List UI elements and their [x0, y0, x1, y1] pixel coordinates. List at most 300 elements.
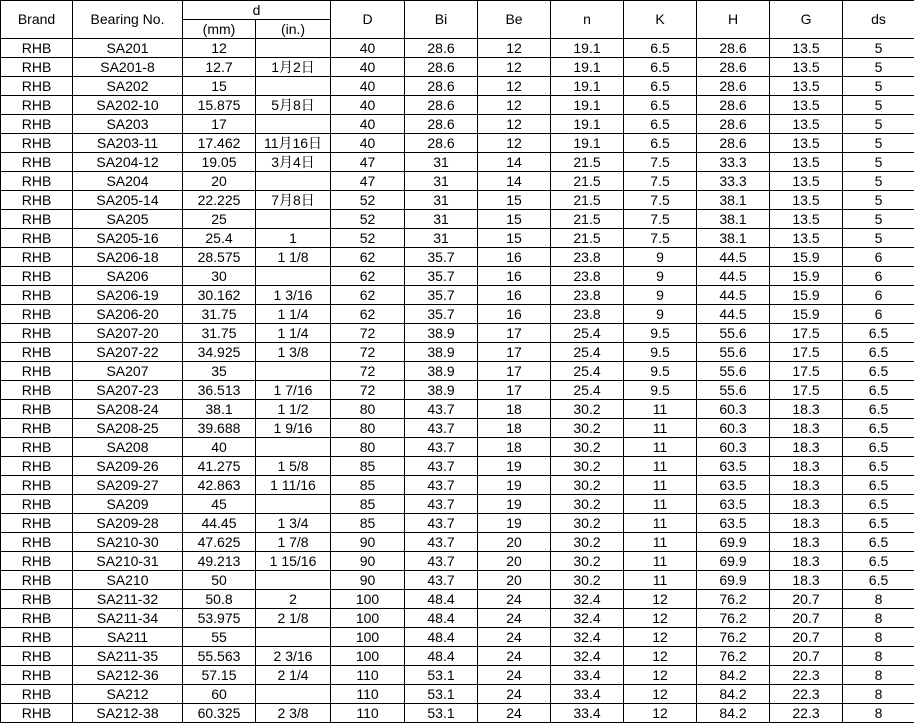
cell-ds: 6.5: [843, 343, 914, 362]
col-header-d-in: (in.): [256, 20, 331, 39]
table-row: [1, 324, 914, 343]
cell-D: 80: [331, 438, 405, 457]
cell-G: 13.5: [770, 96, 843, 115]
table-body: [1, 39, 914, 723]
cell-ds: 8: [843, 590, 914, 609]
cell-G: 13.5: [770, 229, 843, 248]
cell-n: 30.2: [551, 476, 624, 495]
cell-Be: 16: [478, 286, 551, 305]
cell-K: 9: [624, 305, 697, 324]
cell-bearing-no: SA204: [73, 172, 183, 191]
cell-K: 6.5: [624, 134, 697, 153]
cell-D: 40: [331, 134, 405, 153]
cell-Be: 20: [478, 552, 551, 571]
table-row: [1, 286, 914, 305]
cell-d-mm: 25: [183, 210, 256, 229]
cell-Bi: 48.4: [405, 628, 478, 647]
cell-n: 21.5: [551, 153, 624, 172]
cell-ds: 6.5: [843, 571, 914, 590]
cell-brand: RHB: [1, 628, 73, 647]
cell-bearing-no: SA211-35: [73, 647, 183, 666]
cell-K: 9.5: [624, 381, 697, 400]
cell-n: 33.4: [551, 704, 624, 723]
cell-Be: 24: [478, 590, 551, 609]
cell-H: 69.9: [697, 552, 770, 571]
cell-n: 32.4: [551, 628, 624, 647]
cell-Bi: 43.7: [405, 533, 478, 552]
cell-d-mm: 42.863: [183, 476, 256, 495]
cell-Bi: 43.7: [405, 552, 478, 571]
cell-d-in: 1 7/8: [256, 533, 331, 552]
cell-d-in: [256, 438, 331, 457]
cell-K: 12: [624, 704, 697, 723]
cell-K: 11: [624, 495, 697, 514]
cell-K: 11: [624, 438, 697, 457]
cell-H: 76.2: [697, 628, 770, 647]
cell-H: 28.6: [697, 58, 770, 77]
cell-ds: 6.5: [843, 419, 914, 438]
cell-d-in: [256, 628, 331, 647]
cell-ds: 6.5: [843, 438, 914, 457]
cell-ds: 5: [843, 153, 914, 172]
cell-K: 6.5: [624, 77, 697, 96]
cell-Bi: 35.7: [405, 248, 478, 267]
cell-d-mm: 30.162: [183, 286, 256, 305]
cell-d-in: 1 1/4: [256, 324, 331, 343]
cell-bearing-no: SA206-18: [73, 248, 183, 267]
table-row: [1, 191, 914, 210]
cell-n: 21.5: [551, 172, 624, 191]
cell-n: 25.4: [551, 362, 624, 381]
cell-G: 18.3: [770, 514, 843, 533]
cell-D: 52: [331, 191, 405, 210]
cell-Be: 16: [478, 267, 551, 286]
cell-D: 85: [331, 514, 405, 533]
cell-bearing-no: SA212-38: [73, 704, 183, 723]
cell-G: 18.3: [770, 476, 843, 495]
cell-Be: 12: [478, 58, 551, 77]
cell-G: 13.5: [770, 39, 843, 58]
cell-brand: RHB: [1, 552, 73, 571]
cell-ds: 5: [843, 58, 914, 77]
cell-brand: RHB: [1, 704, 73, 723]
cell-Be: 24: [478, 628, 551, 647]
cell-D: 47: [331, 153, 405, 172]
cell-bearing-no: SA203: [73, 115, 183, 134]
cell-Be: 18: [478, 419, 551, 438]
cell-H: 76.2: [697, 609, 770, 628]
cell-d-mm: 57.15: [183, 666, 256, 685]
cell-K: 11: [624, 533, 697, 552]
cell-ds: 5: [843, 172, 914, 191]
cell-K: 11: [624, 400, 697, 419]
cell-G: 18.3: [770, 552, 843, 571]
cell-G: 13.5: [770, 77, 843, 96]
cell-D: 47: [331, 172, 405, 191]
cell-d-in: [256, 77, 331, 96]
cell-brand: RHB: [1, 210, 73, 229]
cell-H: 63.5: [697, 495, 770, 514]
cell-brand: RHB: [1, 666, 73, 685]
cell-d-in: 2 1/8: [256, 609, 331, 628]
cell-D: 52: [331, 210, 405, 229]
cell-ds: 6.5: [843, 476, 914, 495]
header-row: [1, 1, 914, 20]
table-row: [1, 229, 914, 248]
cell-Be: 24: [478, 647, 551, 666]
cell-brand: RHB: [1, 172, 73, 191]
col-header-H: H: [697, 1, 770, 39]
cell-d-in: [256, 210, 331, 229]
cell-bearing-no: SA207-20: [73, 324, 183, 343]
cell-Bi: 35.7: [405, 286, 478, 305]
cell-Bi: 48.4: [405, 609, 478, 628]
cell-Bi: 28.6: [405, 115, 478, 134]
cell-brand: RHB: [1, 96, 73, 115]
cell-brand: RHB: [1, 476, 73, 495]
cell-Be: 12: [478, 115, 551, 134]
cell-H: 60.3: [697, 400, 770, 419]
cell-Be: 20: [478, 533, 551, 552]
col-header-D: D: [331, 1, 405, 39]
cell-Bi: 28.6: [405, 77, 478, 96]
cell-G: 20.7: [770, 628, 843, 647]
cell-H: 63.5: [697, 457, 770, 476]
cell-K: 11: [624, 552, 697, 571]
cell-K: 6.5: [624, 96, 697, 115]
cell-H: 44.5: [697, 305, 770, 324]
cell-H: 28.6: [697, 134, 770, 153]
table-row: [1, 495, 914, 514]
table-row: [1, 343, 914, 362]
cell-d-mm: 36.513: [183, 381, 256, 400]
cell-d-in: [256, 495, 331, 514]
cell-brand: RHB: [1, 324, 73, 343]
cell-G: 13.5: [770, 172, 843, 191]
cell-n: 19.1: [551, 115, 624, 134]
cell-bearing-no: SA202: [73, 77, 183, 96]
cell-Bi: 31: [405, 210, 478, 229]
cell-bearing-no: SA206-19: [73, 286, 183, 305]
cell-H: 38.1: [697, 191, 770, 210]
table-row: [1, 533, 914, 552]
col-header-G: G: [770, 1, 843, 39]
cell-bearing-no: SA202-10: [73, 96, 183, 115]
cell-Bi: 43.7: [405, 419, 478, 438]
cell-d-mm: 28.575: [183, 248, 256, 267]
cell-d-mm: 25.4: [183, 229, 256, 248]
cell-ds: 8: [843, 704, 914, 723]
cell-d-mm: 50.8: [183, 590, 256, 609]
cell-d-mm: 31.75: [183, 324, 256, 343]
cell-d-mm: 19.05: [183, 153, 256, 172]
cell-n: 19.1: [551, 39, 624, 58]
cell-d-mm: 12.7: [183, 58, 256, 77]
cell-D: 62: [331, 286, 405, 305]
cell-d-in: [256, 172, 331, 191]
cell-H: 44.5: [697, 267, 770, 286]
cell-n: 30.2: [551, 400, 624, 419]
cell-d-mm: 50: [183, 571, 256, 590]
cell-Be: 18: [478, 438, 551, 457]
table-row: [1, 571, 914, 590]
cell-d-in: 1 1/4: [256, 305, 331, 324]
cell-Be: 14: [478, 172, 551, 191]
cell-Be: 19: [478, 476, 551, 495]
cell-d-in: 1 9/16: [256, 419, 331, 438]
cell-d-in: 1 3/16: [256, 286, 331, 305]
table-row: [1, 210, 914, 229]
cell-d-in: 3月4日: [256, 153, 331, 172]
table-row: [1, 96, 914, 115]
cell-n: 30.2: [551, 571, 624, 590]
cell-ds: 5: [843, 96, 914, 115]
cell-Be: 24: [478, 685, 551, 704]
cell-n: 30.2: [551, 533, 624, 552]
cell-K: 12: [624, 685, 697, 704]
table-row: [1, 704, 914, 723]
cell-n: 19.1: [551, 96, 624, 115]
cell-Be: 17: [478, 381, 551, 400]
cell-Bi: 35.7: [405, 305, 478, 324]
cell-D: 110: [331, 666, 405, 685]
cell-n: 30.2: [551, 457, 624, 476]
cell-bearing-no: SA203-11: [73, 134, 183, 153]
cell-ds: 8: [843, 647, 914, 666]
table-row: [1, 362, 914, 381]
table-row: [1, 248, 914, 267]
cell-n: 19.1: [551, 134, 624, 153]
cell-K: 7.5: [624, 191, 697, 210]
cell-K: 11: [624, 571, 697, 590]
cell-n: 25.4: [551, 381, 624, 400]
cell-n: 23.8: [551, 248, 624, 267]
cell-brand: RHB: [1, 533, 73, 552]
cell-brand: RHB: [1, 381, 73, 400]
table-row: [1, 400, 914, 419]
table-row: [1, 552, 914, 571]
cell-G: 15.9: [770, 267, 843, 286]
cell-d-mm: 45: [183, 495, 256, 514]
cell-Be: 20: [478, 571, 551, 590]
cell-d-mm: 44.45: [183, 514, 256, 533]
cell-D: 80: [331, 419, 405, 438]
cell-ds: 5: [843, 115, 914, 134]
cell-bearing-no: SA212: [73, 685, 183, 704]
cell-brand: RHB: [1, 39, 73, 58]
cell-H: 28.6: [697, 39, 770, 58]
cell-Bi: 43.7: [405, 457, 478, 476]
cell-d-mm: 55.563: [183, 647, 256, 666]
table-row: [1, 419, 914, 438]
cell-D: 90: [331, 571, 405, 590]
cell-K: 9.5: [624, 362, 697, 381]
cell-G: 13.5: [770, 115, 843, 134]
cell-G: 15.9: [770, 305, 843, 324]
cell-D: 62: [331, 305, 405, 324]
cell-Bi: 53.1: [405, 666, 478, 685]
cell-n: 23.8: [551, 267, 624, 286]
cell-brand: RHB: [1, 115, 73, 134]
cell-d-in: 2 1/4: [256, 666, 331, 685]
cell-Be: 12: [478, 39, 551, 58]
table-row: [1, 514, 914, 533]
cell-K: 7.5: [624, 210, 697, 229]
cell-H: 76.2: [697, 590, 770, 609]
cell-K: 6.5: [624, 39, 697, 58]
cell-ds: 6.5: [843, 533, 914, 552]
cell-ds: 6.5: [843, 495, 914, 514]
cell-brand: RHB: [1, 267, 73, 286]
cell-K: 12: [624, 628, 697, 647]
cell-d-mm: 30: [183, 267, 256, 286]
cell-Be: 15: [478, 210, 551, 229]
cell-D: 52: [331, 229, 405, 248]
table-row: [1, 77, 914, 96]
cell-Bi: 38.9: [405, 381, 478, 400]
table-row: [1, 153, 914, 172]
cell-bearing-no: SA210-30: [73, 533, 183, 552]
cell-D: 72: [331, 343, 405, 362]
cell-ds: 6.5: [843, 381, 914, 400]
cell-D: 85: [331, 495, 405, 514]
cell-G: 17.5: [770, 343, 843, 362]
cell-G: 18.3: [770, 438, 843, 457]
cell-ds: 5: [843, 134, 914, 153]
cell-d-in: 1 3/8: [256, 343, 331, 362]
cell-bearing-no: SA206-20: [73, 305, 183, 324]
cell-ds: 6: [843, 286, 914, 305]
table-row: [1, 590, 914, 609]
cell-bearing-no: SA211: [73, 628, 183, 647]
cell-Bi: 43.7: [405, 571, 478, 590]
cell-G: 13.5: [770, 210, 843, 229]
cell-G: 13.5: [770, 134, 843, 153]
cell-H: 28.6: [697, 77, 770, 96]
cell-H: 38.1: [697, 210, 770, 229]
cell-brand: RHB: [1, 343, 73, 362]
cell-ds: 6: [843, 267, 914, 286]
cell-G: 18.3: [770, 571, 843, 590]
cell-H: 69.9: [697, 533, 770, 552]
cell-d-mm: 41.275: [183, 457, 256, 476]
cell-bearing-no: SA201: [73, 39, 183, 58]
col-header-d-mm: (mm): [183, 20, 256, 39]
table-row: [1, 666, 914, 685]
cell-K: 11: [624, 419, 697, 438]
table-row: [1, 58, 914, 77]
cell-Be: 12: [478, 134, 551, 153]
cell-n: 30.2: [551, 514, 624, 533]
cell-Bi: 48.4: [405, 647, 478, 666]
cell-brand: RHB: [1, 248, 73, 267]
cell-D: 110: [331, 685, 405, 704]
cell-D: 40: [331, 77, 405, 96]
cell-Bi: 43.7: [405, 476, 478, 495]
cell-H: 28.6: [697, 115, 770, 134]
cell-n: 25.4: [551, 324, 624, 343]
cell-Be: 18: [478, 400, 551, 419]
cell-d-mm: 40: [183, 438, 256, 457]
cell-bearing-no: SA210-31: [73, 552, 183, 571]
cell-d-in: [256, 115, 331, 134]
cell-bearing-no: SA204-12: [73, 153, 183, 172]
cell-K: 11: [624, 457, 697, 476]
cell-Bi: 31: [405, 172, 478, 191]
cell-K: 11: [624, 514, 697, 533]
cell-G: 17.5: [770, 324, 843, 343]
table-row: [1, 476, 914, 495]
cell-bearing-no: SA207-23: [73, 381, 183, 400]
cell-ds: 8: [843, 628, 914, 647]
cell-Bi: 48.4: [405, 590, 478, 609]
cell-Bi: 43.7: [405, 400, 478, 419]
cell-Be: 17: [478, 362, 551, 381]
cell-H: 84.2: [697, 666, 770, 685]
cell-Bi: 43.7: [405, 438, 478, 457]
cell-K: 7.5: [624, 153, 697, 172]
cell-brand: RHB: [1, 286, 73, 305]
cell-bearing-no: SA209-26: [73, 457, 183, 476]
cell-K: 12: [624, 666, 697, 685]
cell-H: 63.5: [697, 514, 770, 533]
cell-H: 44.5: [697, 286, 770, 305]
cell-d-in: 1月2日: [256, 58, 331, 77]
cell-bearing-no: SA205-16: [73, 229, 183, 248]
cell-K: 6.5: [624, 115, 697, 134]
cell-ds: 5: [843, 77, 914, 96]
cell-ds: 5: [843, 229, 914, 248]
cell-K: 12: [624, 609, 697, 628]
table-row: [1, 305, 914, 324]
cell-H: 63.5: [697, 476, 770, 495]
cell-ds: 6: [843, 305, 914, 324]
cell-bearing-no: SA208-25: [73, 419, 183, 438]
cell-Be: 24: [478, 704, 551, 723]
cell-H: 76.2: [697, 647, 770, 666]
cell-bearing-no: SA209-28: [73, 514, 183, 533]
table-row: [1, 267, 914, 286]
cell-ds: 6: [843, 248, 914, 267]
cell-D: 40: [331, 115, 405, 134]
cell-ds: 5: [843, 191, 914, 210]
cell-G: 18.3: [770, 495, 843, 514]
cell-Bi: 38.9: [405, 343, 478, 362]
cell-d-mm: 39.688: [183, 419, 256, 438]
cell-Bi: 31: [405, 229, 478, 248]
cell-ds: 8: [843, 685, 914, 704]
cell-K: 9: [624, 286, 697, 305]
cell-D: 62: [331, 248, 405, 267]
table-row: [1, 457, 914, 476]
cell-D: 100: [331, 628, 405, 647]
cell-d-mm: 47.625: [183, 533, 256, 552]
cell-G: 18.3: [770, 457, 843, 476]
cell-bearing-no: SA208: [73, 438, 183, 457]
cell-d-mm: 55: [183, 628, 256, 647]
cell-Bi: 53.1: [405, 704, 478, 723]
cell-brand: RHB: [1, 77, 73, 96]
cell-d-in: [256, 39, 331, 58]
table-row: [1, 381, 914, 400]
cell-brand: RHB: [1, 685, 73, 704]
cell-d-mm: 15.875: [183, 96, 256, 115]
table-row: [1, 115, 914, 134]
cell-H: 33.3: [697, 153, 770, 172]
cell-n: 30.2: [551, 438, 624, 457]
cell-ds: 6.5: [843, 514, 914, 533]
cell-D: 100: [331, 609, 405, 628]
